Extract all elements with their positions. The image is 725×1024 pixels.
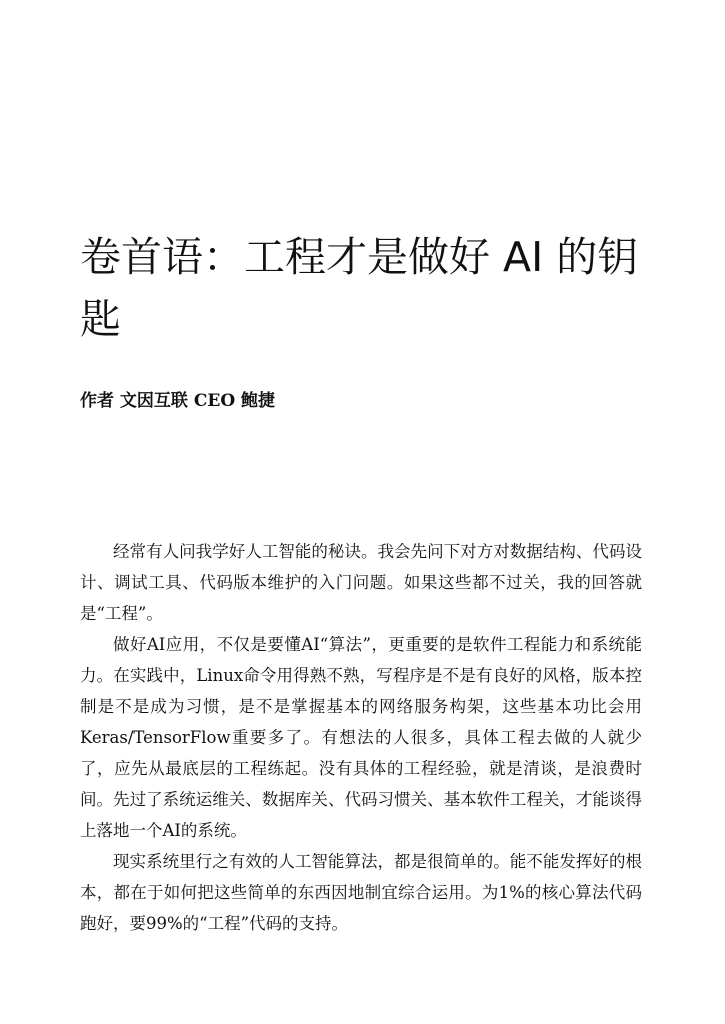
paragraph: 做好AI应用，不仅是要懂AI“算法”，更重要的是软件工程能力和系统能力。在实践中，Linux命令用得熟不熟，写程序是不是有良好的风格，版本控制是不是成为习惯，是不是掌握基本的网络服务构架，这些基本功比会用Keras/TensorFlow重要多了。有想法的人很多，具体工程去做的人就少了，应先从最底层的工程练起。没有具体的工程经验，就是清谈，是浪费时间。先过了系统运维关、数据库关、代码习惯关、基本软件工程关，才能谈得上落地一个AI的系统。 <box>80 635 642 840</box>
paragraph: 现实系统里行之有效的人工智能算法，都是很简单的。能不能发挥好的根本，都在于如何把这些简单的东西因地制宜综合运用。为1%的核心算法代码跑好，要99%的“工程”代码的支持。 <box>80 852 642 933</box>
page-title: 卷首语：工程才是做好 AI 的钥匙 <box>80 233 639 343</box>
paragraph: 经常有人问我学好人工智能的秘诀。我会先问下对方对数据结构、代码设计、调试工具、代码版本维护的入门问题。如果这些都不过关，我的回答就是“工程”。 <box>80 542 642 623</box>
article-body <box>80 536 642 939</box>
author-byline: 作者 文因互联 CEO 鲍捷 <box>80 391 276 411</box>
